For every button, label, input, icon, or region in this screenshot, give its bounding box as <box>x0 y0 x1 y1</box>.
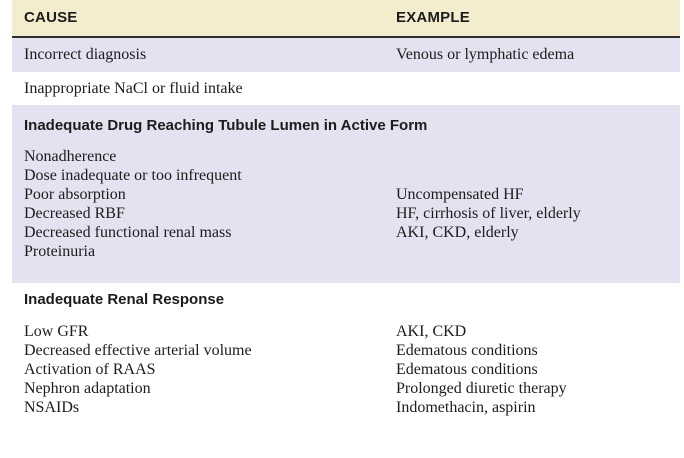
list-item <box>396 147 581 166</box>
list-item: Dose inadequate or too infrequent <box>24 167 242 184</box>
example-list <box>396 147 581 261</box>
list-item: Poor absorption <box>24 186 126 203</box>
section-renal-response <box>12 283 680 441</box>
list-item: Low GFR <box>24 323 89 340</box>
table-header <box>12 0 680 36</box>
list-item: AKI, CKD, elderly <box>396 224 519 241</box>
header-example: EXAMPLE <box>396 9 470 26</box>
list-item: Indomethacin, aspirin <box>396 399 536 416</box>
list-item <box>396 242 581 261</box>
section-drug-reaching-lumen <box>12 105 680 283</box>
list-item <box>396 166 581 185</box>
table-row <box>12 38 680 72</box>
list-item: Decreased effective arterial volume <box>24 342 252 359</box>
list-item: Prolonged diuretic therapy <box>396 380 567 397</box>
list-item: Activation of RAAS <box>24 361 156 378</box>
list-item: Uncompensated HF <box>396 186 524 203</box>
list-item: Edematous conditions <box>396 342 538 359</box>
cause-cell: Incorrect diagnosis <box>24 46 147 63</box>
cause-list <box>24 322 252 417</box>
list-item: Decreased RBF <box>24 205 125 222</box>
example-cell: Venous or lymphatic edema <box>396 46 575 63</box>
list-item: HF, cirrhosis of liver, elderly <box>396 205 581 222</box>
section-title: Inadequate Renal Response <box>24 291 225 308</box>
list-item: Nonadherence <box>24 148 117 165</box>
cause-list <box>24 147 242 261</box>
list-item: AKI, CKD <box>396 323 467 340</box>
list-item: NSAIDs <box>24 399 80 416</box>
table-row <box>12 75 680 105</box>
example-list <box>396 322 567 417</box>
header-cause: CAUSE <box>24 9 78 26</box>
list-item: Decreased functional renal mass <box>24 224 232 241</box>
section-title: Inadequate Drug Reaching Tubule Lumen in Active Form <box>24 117 428 134</box>
list-item: Edematous conditions <box>396 361 538 378</box>
cause-cell: Inappropriate NaCl or fluid intake <box>24 80 243 97</box>
diuretic-resistance-table <box>12 0 680 441</box>
list-item: Nephron adaptation <box>24 380 151 397</box>
list-item: Proteinuria <box>24 243 96 260</box>
